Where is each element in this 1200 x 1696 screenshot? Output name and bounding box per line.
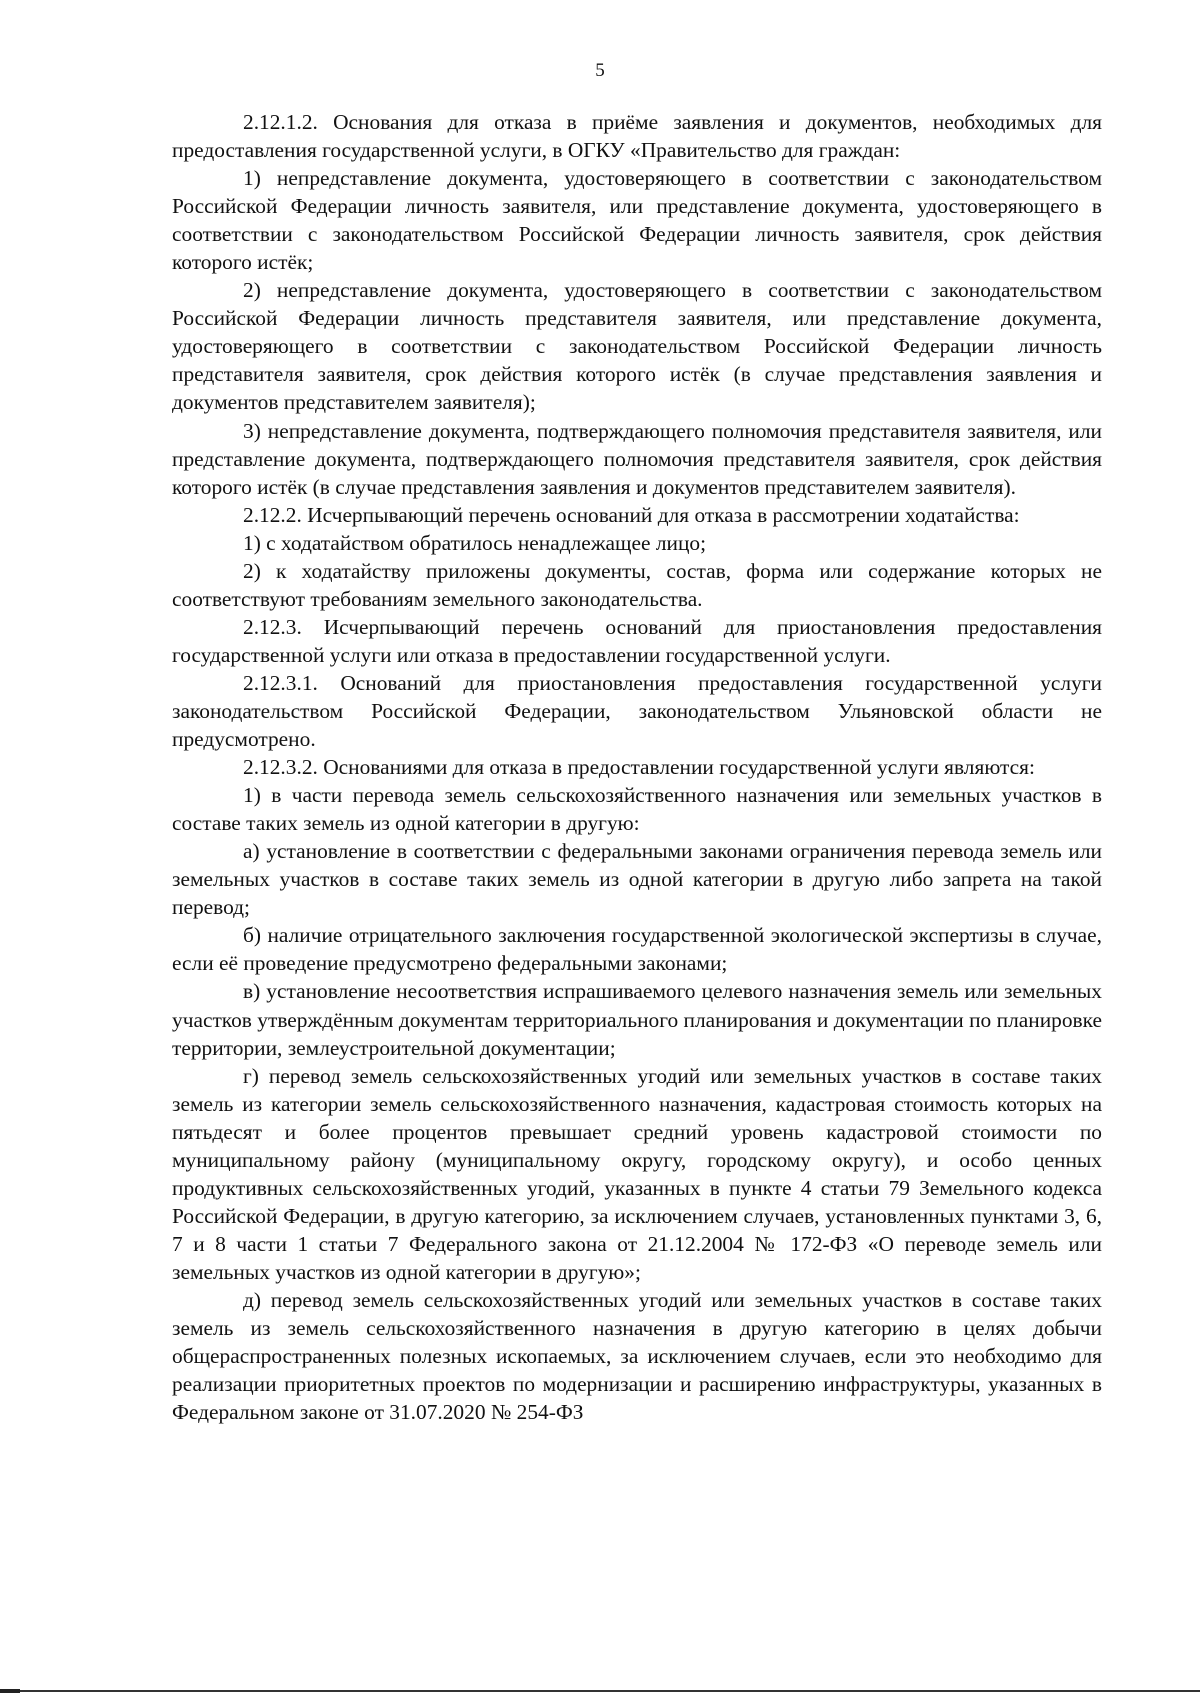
paragraph-2-12-2-item-2: 2) к ходатайству приложены документы, состав, форма или содержание которых не соответствуют требованиям земельного законодательства. [172, 558, 1102, 611]
paragraph-item-2: 2) непредставление документа, удостоверяющего в соответствии с законодательством Российской Федерации личность представителя заявителя, или представление документа, удостоверяющего в соответствии с законодательством Российской Федерации личность представителя заявителя, срок действия которого истёк (в случае представления заявления и документов представителем заявителя); [172, 278, 1102, 415]
paragraph-2-12-3: 2.12.3. Исчерпывающий перечень оснований для приостановления предоставления государственной услуги или отказа в предоставлении государственной услуги. [172, 614, 1102, 667]
paragraph-subitem-v: в) установление несоответствия испрашиваемого целевого назначения земель или земельных участков утверждённым документам территориального планирования и документации по планировке территории, землеустроительной документации; [172, 979, 1102, 1060]
paragraph-item-3: 3) непредставление документа, подтверждающего полномочия представителя заявителя, или представление документа, подтверждающего полномочия представителя заявителя, срок действия которого истёк (в случае представления заявления и документов представителем заявителя). [172, 418, 1102, 499]
paragraph-item-1: 1) непредставление документа, удостоверяющего в соответствии с законодательством Российской Федерации личность заявителя, или представление документа, удостоверяющего в соответствии с законодательством Российской Федерации личность заявителя, срок действия которого истёк; [172, 166, 1102, 275]
paragraph-2-12-1-2: 2.12.1.2. Основания для отказа в приёме заявления и документов, необходимых для предоставления государственной услуги, в ОГКУ «Правительство для граждан: [172, 110, 1102, 163]
paragraph-subitem-g: г) перевод земель сельскохозяйственных угодий или земельных участков в составе таких земель из категории земель сельскохозяйственного назначения, кадастровая стоимость которых на пятьдесят и более процентов превышает средний уровень кадастровой стоимости по муниципальному району (муниципальному округу, городскому округу), и особо ценных продуктивных сельскохозяйственных угодий, указанных в пункте 4 статьи 79 Земельного кодекса Российской Федерации, в другую категорию, за исключением случаев, установленных пунктами 3, 6, 7 и 8 части 1 статьи 7 Федерального закона от 21.12.2004 № 172-ФЗ «О переводе земель или земельных участков из одной категории в другую»; [172, 1063, 1102, 1284]
paragraph-2-12-2-item-1: 1) с ходатайством обратилось ненадлежащее лицо; [243, 530, 707, 555]
paragraph-2-12-2: 2.12.2. Исчерпывающий перечень оснований для отказа в рассмотрении ходатайства: [243, 502, 1020, 527]
page-bottom-edge-mark [0, 1689, 20, 1693]
paragraph-2-12-3-2-item-1: 1) в части перевода земель сельскохозяйственного назначения или земельных участков в составе таких земель из одной категории в другую: [172, 783, 1102, 836]
paragraph-subitem-b: б) наличие отрицательного заключения государственной экологической экспертизы в случае, если её проведение предусмотрено федеральными законами; [172, 923, 1102, 976]
paragraph-subitem-a: а) установление в соответствии с федеральными законами ограничения перевода земель или земельных участков в составе таких земель из одной категории в другую либо запрета на такой перевод; [172, 839, 1102, 920]
paragraph-2-12-3-2: 2.12.3.2. Основаниями для отказа в предоставлении государственной услуги являются: [243, 755, 1035, 780]
paragraph-subitem-d: д) перевод земель сельскохозяйственных угодий или земельных участков в составе таких земель из земель сельскохозяйственного назначения в другую категорию в целях добычи общераспространенных полезных ископаемых, за исключением случаев, если это необходимо для реализации приоритетных проектов по модернизации и расширению инфраструктуры, указанных в Федеральном законе от 31.07.2020 № 254-ФЗ [172, 1287, 1102, 1425]
document-body [172, 108, 1102, 1426]
page-number: 5 [595, 60, 605, 81]
page-bottom-edge [0, 1690, 1200, 1692]
paragraph-2-12-3-1: 2.12.3.1. Оснований для приостановления предоставления государственной услуги законодательством Российской Федерации, законодательством Ульяновской области не предусмотрено. [172, 670, 1102, 752]
